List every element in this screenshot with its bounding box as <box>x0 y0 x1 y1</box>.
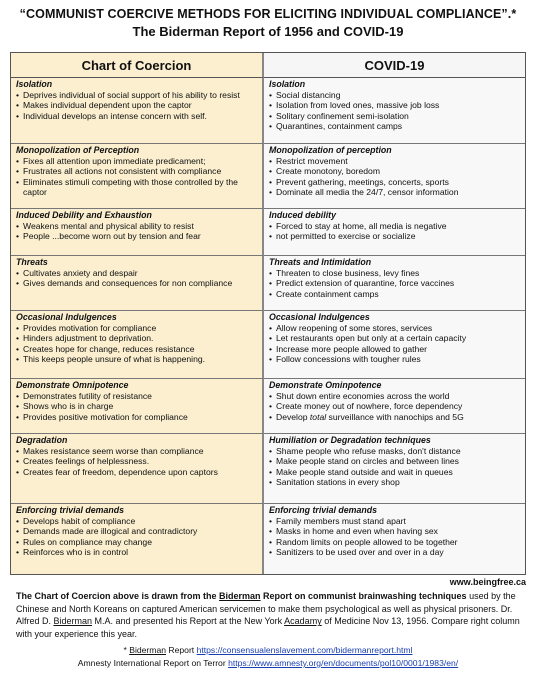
header-chart-of-coercion: Chart of Coercion <box>11 53 264 78</box>
table-cell-right <box>264 379 525 434</box>
table-cell-left <box>11 504 264 574</box>
list-item: • Demands made are illogical and contradictory <box>16 526 258 536</box>
list-item: • Restrict movement <box>269 156 521 166</box>
section-heading: Monopolization of perception <box>269 145 392 155</box>
reference-biderman <box>0 645 536 655</box>
list-item: • Fixes all attention upon immediate predicament; <box>16 156 258 166</box>
section-heading: Demonstrate Ominpotence <box>269 380 382 390</box>
section-heading: Enforcing trivial demands <box>16 505 125 515</box>
table-cell-right <box>264 311 525 379</box>
list-item: • Solitary confinement semi-isolation <box>269 111 521 121</box>
para-text-2: M.A. and presented his Report at the New York <box>92 616 285 627</box>
header-covid-19: COVID-19 <box>264 53 525 78</box>
list-item: • Shame people who refuse masks, don't distance <box>269 446 521 456</box>
list-item: • Increase more people allowed to gather <box>269 344 521 354</box>
section-heading: Enforcing trivial demands <box>269 505 378 515</box>
list-item: • Frustrates all actions not consistent with compliance <box>16 166 258 176</box>
table-cell-right <box>264 209 525 256</box>
list-item: • Develops habit of compliance <box>16 516 258 526</box>
website-label: www.beingfree.ca <box>449 577 526 587</box>
section-heading: Induced debility <box>269 210 336 220</box>
list-item: • Develop total surveillance with nanochips and 5G <box>269 412 521 422</box>
para-text-3: of Medicine Nov 13, 1956. Compare right column with your experience this year. <box>16 616 520 639</box>
list-item: • Prevent gathering, meetings, concerts, sports <box>269 177 521 187</box>
ref1-prefix: * <box>123 645 130 655</box>
list-item: • Dominate all media the 24/7, censor information <box>269 187 521 197</box>
bullet-list <box>16 323 258 365</box>
list-item: • This keeps people unsure of what is happening. <box>16 354 258 364</box>
para-bold-2: Report on communist brainwashing techniques <box>260 591 467 601</box>
bullet-list <box>16 516 258 558</box>
list-item: • Predict extension of quarantine, force vaccines <box>269 278 521 288</box>
ref2-link[interactable]: https://www.amnesty.org/en/documents/pol10/0001/1983/en/ <box>228 658 459 668</box>
table-cell-left <box>11 434 264 504</box>
table-cell-left <box>11 379 264 434</box>
table-cell-left <box>11 256 264 311</box>
list-item: • Family members must stand apart <box>269 516 521 526</box>
list-item: • People ...become worn out by tension and fear <box>16 231 258 241</box>
bullet-list <box>269 446 521 488</box>
section-heading: Threats and Intimidation <box>269 257 372 267</box>
bullet-list <box>16 446 258 477</box>
bullet-list <box>16 90 258 121</box>
list-item: • Makes resistance seem worse than compliance <box>16 446 258 456</box>
table-cell-left <box>11 144 264 209</box>
list-item: • Isolation from loved ones, massive job loss <box>269 100 521 110</box>
list-item: • Hinders adjustment to deprivation. <box>16 333 258 343</box>
table-cell-right <box>264 144 525 209</box>
section-heading: Humiliation or Degradation techniques <box>269 435 431 445</box>
bullet-list <box>16 391 258 422</box>
list-item: • Eliminates stimuli competing with those controlled by the captor <box>16 177 258 198</box>
bullet-list <box>269 90 521 132</box>
para-text-1: used by the Chinese and North Koreans on captured American servicemen to make them psychological as well as physical prisoners. Dr. Alfred D. <box>16 591 516 627</box>
list-item: • Create money out of nowhere, force dependency <box>269 401 521 411</box>
list-item: • Follow concessions with tougher rules <box>269 354 521 364</box>
list-item: • Provides positive motivation for compliance <box>16 412 258 422</box>
bullet-list <box>269 391 521 422</box>
list-item: • Reinforces who is in control <box>16 547 258 557</box>
list-item: • Shows who is in charge <box>16 401 258 411</box>
list-item: • Sanitizers to be used over and over in a day <box>269 547 521 557</box>
table-cell-right <box>264 434 525 504</box>
bullet-list <box>269 156 521 198</box>
list-item: • Rules on compliance may change <box>16 537 258 547</box>
section-heading: Occasional Indulgences <box>269 312 370 322</box>
table-cell-right <box>264 78 525 144</box>
list-item: • Random limits on people allowed to be together <box>269 537 521 547</box>
list-item: • Masks in home and even when having sex <box>269 526 521 536</box>
list-item: • Create monotony, boredom <box>269 166 521 176</box>
section-heading: Demonstrate Omnipotence <box>16 380 129 390</box>
list-item: • Demonstrates futility of resistance <box>16 391 258 401</box>
list-item: • Shut down entire economies across the world <box>269 391 521 401</box>
ref1-label: Report <box>166 645 197 655</box>
list-item: • Create containment camps <box>269 289 521 299</box>
para-academy: Acadamy <box>284 616 322 627</box>
list-item: • Provides motivation for compliance <box>16 323 258 333</box>
comparison-table <box>10 52 526 575</box>
list-item: • Forced to stay at home, all media is negative <box>269 221 521 231</box>
section-heading: Occasional Indulgences <box>16 312 117 322</box>
title-line-1: “COMMUNIST COERCIVE METHODS FOR ELICITING INDIVIDUAL COMPLIANCE”.* <box>19 7 517 21</box>
list-item: • Creates fear of freedom, dependence upon captors <box>16 467 258 477</box>
bullet-list <box>269 221 521 242</box>
bullet-list <box>16 156 258 198</box>
title-line-2: The Biderman Report of 1956 and COVID-19 <box>132 24 404 39</box>
table-cell-left <box>11 78 264 144</box>
list-item: • not permitted to exercise or socialize <box>269 231 521 241</box>
ref1-link[interactable]: https://consensualenslavement.com/bidermanreport.html <box>196 645 413 655</box>
table-cell-right <box>264 504 525 574</box>
ref2-label: Amnesty International Report on Terror <box>77 658 229 668</box>
table-cell-left <box>11 311 264 379</box>
list-item: • Sanitation stations in every shop <box>269 477 521 487</box>
ref1-name: Biderman <box>129 645 167 655</box>
list-item: • Quarantines, containment camps <box>269 121 521 131</box>
list-item: • Threaten to close business, levy fines <box>269 268 521 278</box>
bullet-list <box>269 268 521 299</box>
para-bold-1: The Chart of Coercion above is drawn from the <box>16 591 220 601</box>
section-heading: Induced Debility and Exhaustion <box>16 210 152 220</box>
list-item: • Deprives individual of social support of his ability to resist <box>16 90 258 100</box>
para-biderman-1: Biderman <box>219 591 261 601</box>
list-item: • Creates feelings of helplessness. <box>16 456 258 466</box>
list-item: • Creates hope for change, reduces resistance <box>16 344 258 354</box>
list-item: • Make people stand outside and wait in queues <box>269 467 521 477</box>
list-item: • Gives demands and consequences for non compliance <box>16 278 258 288</box>
list-item: • Weakens mental and physical ability to resist <box>16 221 258 231</box>
list-item: • Let restaurants open but only at a certain capacity <box>269 333 521 343</box>
reference-amnesty <box>0 658 536 668</box>
section-heading: Degradation <box>16 435 68 445</box>
para-biderman-2: Biderman <box>53 616 93 627</box>
list-item: • Social distancing <box>269 90 521 100</box>
bullet-list <box>269 323 521 365</box>
list-item: • Allow reopening of some stores, services <box>269 323 521 333</box>
list-item: • Individual develops an intense concern with self. <box>16 111 258 121</box>
list-item: • Make people stand on circles and between lines <box>269 456 521 466</box>
bullet-list <box>269 516 521 558</box>
section-heading: Monopolization of Perception <box>16 145 140 155</box>
section-heading: Threats <box>16 257 48 267</box>
list-item: • Cultivates anxiety and despair <box>16 268 258 278</box>
section-heading: Isolation <box>269 79 306 89</box>
list-item: • Makes individual dependent upon the captor <box>16 100 258 110</box>
table-cell-right <box>264 256 525 311</box>
source-paragraph <box>16 590 522 640</box>
bullet-list <box>16 268 258 289</box>
table-cell-left <box>11 209 264 256</box>
section-heading: Isolation <box>16 79 53 89</box>
bullet-list <box>16 221 258 242</box>
